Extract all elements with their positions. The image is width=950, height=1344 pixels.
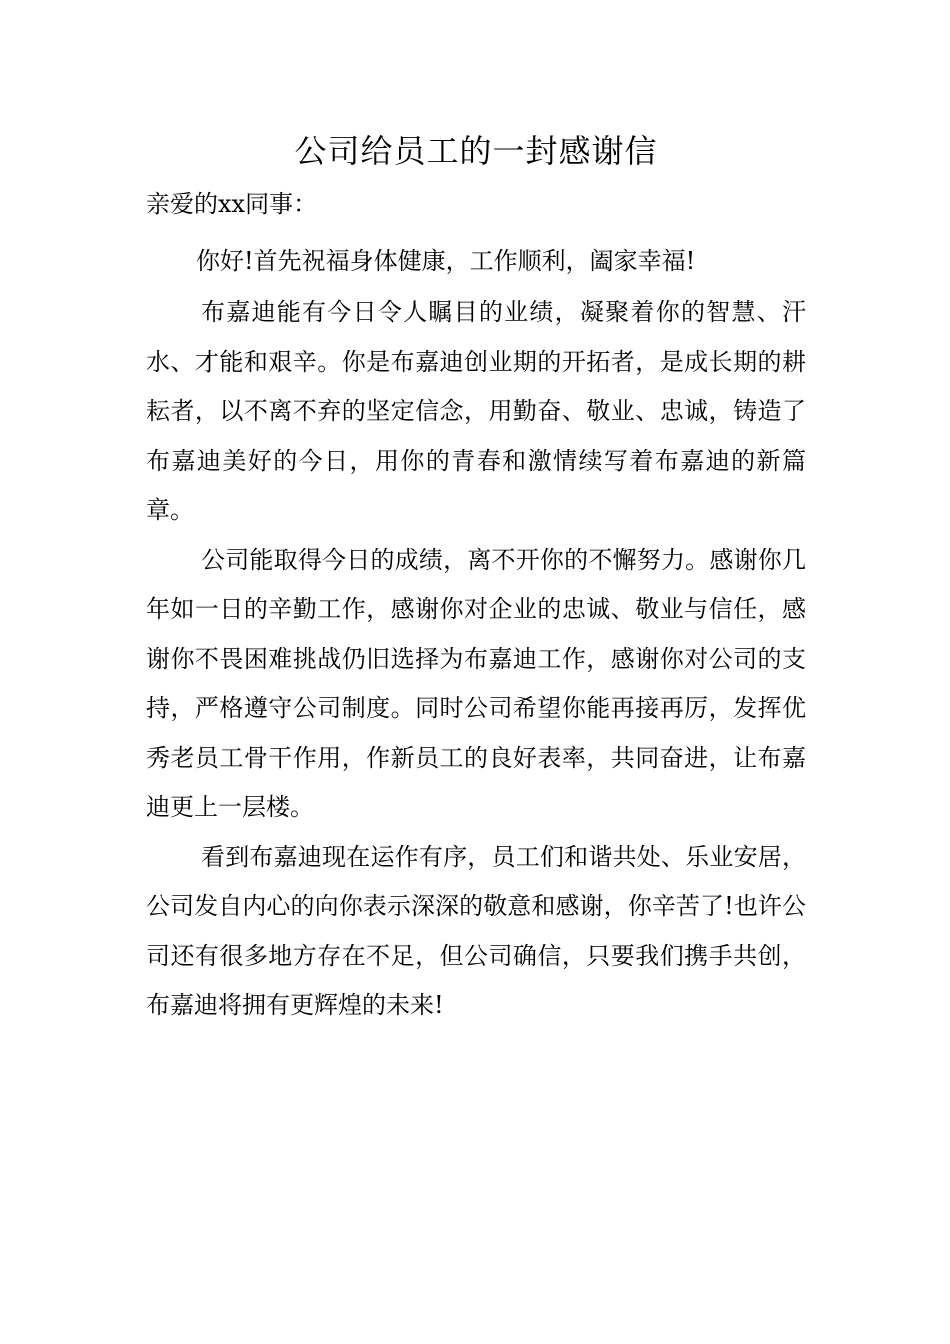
letter-salutation: 亲爱的xx同事： bbox=[146, 190, 318, 218]
letter-paragraph-2: 公司能取得今日的成绩，离不开你的不懈努力。感谢你几年如一日的辛勤工作，感谢你对企业的忠诚、敬业与信任，感谢你不畏困难挑战仍旧选择为布嘉迪工作，感谢你对公司的支持，严格遵守公司制度。同时公司希望你能再接再厉，发挥优秀老员工骨干作用，作新员工的良好表率，共同奋进，让布嘉迪更上一层楼。 bbox=[146, 545, 806, 821]
letter-paragraph-1: 布嘉迪能有今日令人瞩目的业绩，凝聚着你的智慧、汗水、才能和艰辛。你是布嘉迪创业期的开拓者，是成长期的耕耘者，以不离不弃的坚定信念，用勤奋、敬业、忠诚，铸造了布嘉迪美好的今日，用你的青春和激情续写着布嘉迪的新篇章。 bbox=[146, 298, 806, 524]
letter-title: 公司给员工的一封感谢信 bbox=[294, 132, 658, 170]
letter-body bbox=[146, 124, 806, 1031]
letter-paragraph-3: 看到布嘉迪现在运作有序，员工们和谐共处、乐业安居，公司发自内心的向你表示深深的敬意和感谢，你辛苦了!也许公司还有很多地方存在不足，但公司确信，只要我们携手共创，布嘉迪将拥有更辉煌的未来! bbox=[146, 842, 806, 1019]
letter-greeting: 你好!首先祝福身体健康，工作顺利，阖家幸福! bbox=[196, 247, 696, 275]
